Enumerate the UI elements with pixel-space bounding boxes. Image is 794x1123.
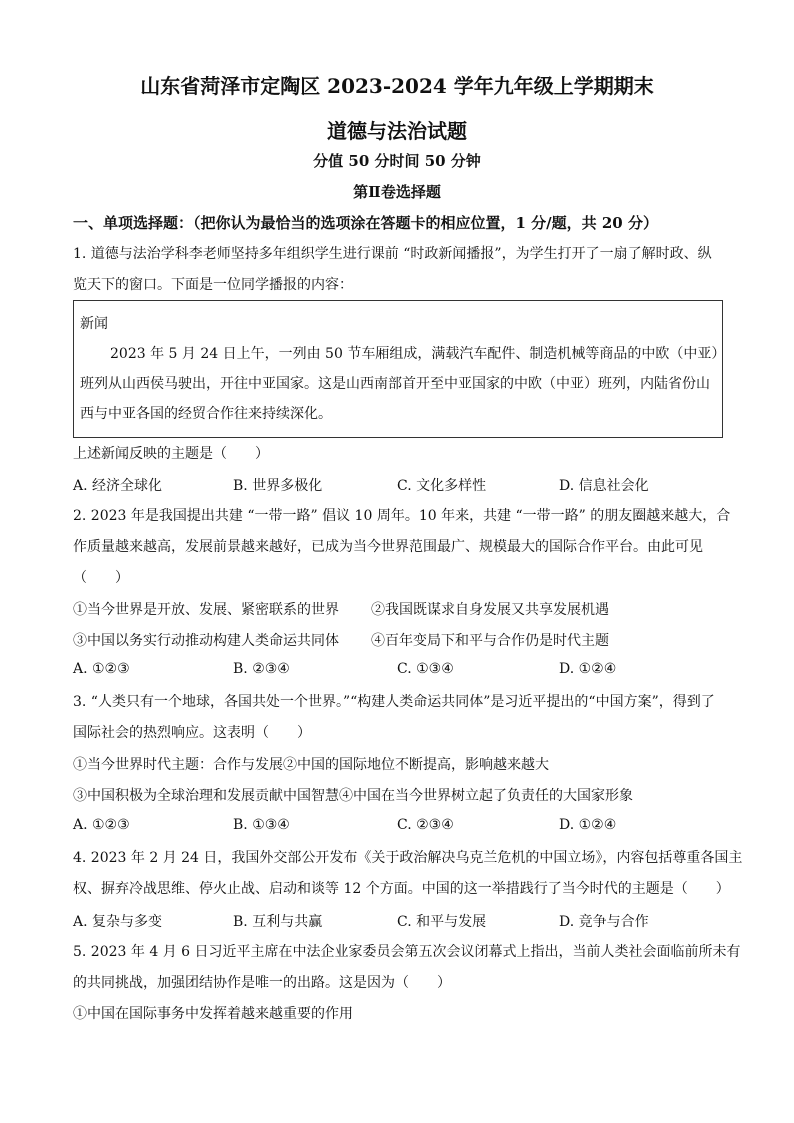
q2-statement-2: ②我国既谋求自身发展又共享发展机遇 — [371, 602, 609, 618]
q3-statements-3-4: ③中国积极为全球治理和发展贡献中国智慧④中国在当今世界树立起了负责任的大国家形象 — [73, 788, 633, 804]
news-line1: 2023 年 5 月 24 日上午，一列由 50 节车厢组成，满载汽车配件、制造机械等商品的中欧（中亚） — [110, 346, 726, 362]
q1-options — [73, 475, 733, 495]
q4-option-b[interactable]: B. 互利与共赢 — [233, 914, 323, 930]
q4-option-d[interactable]: D. 竞争与合作 — [559, 914, 649, 930]
q4-option-c[interactable]: C. 和平与发展 — [397, 914, 487, 930]
q2-statement-1: ①当今世界是开放、发展、紧密联系的世界 — [73, 602, 339, 618]
q3-option-a[interactable]: A. ①②③ — [73, 817, 130, 833]
section-heading: 一、单项选择题：（把你认为最恰当的选项涂在答题卡的相应位置，1 分/题，共 20 分） — [73, 214, 658, 232]
q2-text-line1: 2. 2023 年是我国提出共建 “一带一路” 倡议 10 周年。10 年来，共建 “一带一路” 的朋友圈越来越大，合 — [73, 508, 731, 524]
q2-option-c[interactable]: C. ①③④ — [397, 661, 454, 677]
q2-options — [73, 661, 733, 681]
q1-text-line2: 览天下的窗口。下面是一位同学播报的内容： — [73, 277, 353, 293]
q2-statements-row1 — [73, 599, 733, 619]
q2-option-b[interactable]: B. ②③④ — [233, 661, 290, 677]
q2-option-d[interactable]: D. ①②④ — [559, 661, 617, 677]
q3-options — [73, 817, 733, 837]
exam-title: 山东省菏泽市定陶区 2023-2024 学年九年级上学期期末 — [140, 74, 654, 98]
q3-statements-1-2: ①当今世界时代主题：合作与发展②中国的国际地位不断提高，影响越来越大 — [73, 757, 549, 773]
q4-text-line2: 权、摒弃冷战思维、停火止战、启动和谈等 12 个方面。中国的这一举措践行了当今时代的主题是（ ） — [73, 881, 730, 897]
q4-options — [73, 911, 733, 931]
q3-text-line2: 国际社会的热烈响应。这表明（ ） — [73, 725, 311, 741]
q1-option-b[interactable]: B. 世界多极化 — [233, 478, 323, 494]
q4-option-a[interactable]: A. 复杂与多变 — [73, 914, 163, 930]
q4-text-line1: 4. 2023 年 2 月 24 日，我国外交部公开发布《关于政治解决乌克兰危机的中国立场》，内容包括尊重各国主 — [73, 850, 743, 866]
q1-stem: 上述新闻反映的主题是（ ） — [73, 446, 269, 462]
q5-statement-1: ①中国在国际事务中发挥着越来越重要的作用 — [73, 1006, 353, 1022]
q3-option-b[interactable]: B. ①③④ — [233, 817, 290, 833]
q3-text-line1: 3. “人类只有一个地球，各国共处一个世界。”“构建人类命运共同体”是习近平提出的“中国方案”，得到了 — [73, 694, 715, 710]
subject-title: 道德与法治试题 — [327, 119, 467, 143]
q1-option-a[interactable]: A. 经济全球化 — [73, 478, 163, 494]
q1-option-c[interactable]: C. 文化多样性 — [397, 478, 487, 494]
news-box — [73, 300, 726, 438]
q3-option-d[interactable]: D. ①②④ — [559, 817, 617, 833]
q5-text-line1: 5. 2023 年 4 月 6 日习近平主席在中法企业家委员会第五次会议闭幕式上指出，当前人类社会面临前所未有 — [73, 944, 741, 960]
q2-statement-3: ③中国以务实行动推动构建人类命运共同体 — [73, 633, 339, 649]
score-time: 分值 50 分时间 50 分钟 — [313, 152, 481, 170]
volume-label: 第Ⅱ卷选择题 — [353, 183, 441, 201]
q1-text-line1: 1. 道德与法治学科李老师坚持多年组织学生进行课前 “时政新闻播报”，为学生打开了一扇了解时政、纵 — [73, 246, 712, 262]
q2-statement-4: ④百年变局下和平与合作仍是时代主题 — [371, 633, 609, 649]
news-line3: 西与中亚各国的经贸合作往来持续深化。 — [80, 406, 332, 422]
q5-text-line2: 的共同挑战，加强团结协作是唯一的出路。这是因为（ ） — [73, 975, 451, 991]
q3-option-c[interactable]: C. ②③④ — [397, 817, 454, 833]
q2-statements-row2 — [73, 630, 733, 650]
q2-text-line2: 作质量越来越高，发展前景越来越好，已成为当今世界范围最广、规模最大的国际合作平台。由此可见 — [73, 539, 703, 555]
q2-option-a[interactable]: A. ①②③ — [73, 661, 130, 677]
news-line2: 班列从山西侯马驶出，开往中亚国家。这是山西南部首开至中亚国家的中欧（中亚）班列，内陆省份山 — [80, 376, 710, 392]
news-label: 新闻 — [80, 316, 108, 332]
q1-option-d[interactable]: D. 信息社会化 — [559, 478, 649, 494]
q2-text-line3: （ ） — [73, 570, 129, 586]
